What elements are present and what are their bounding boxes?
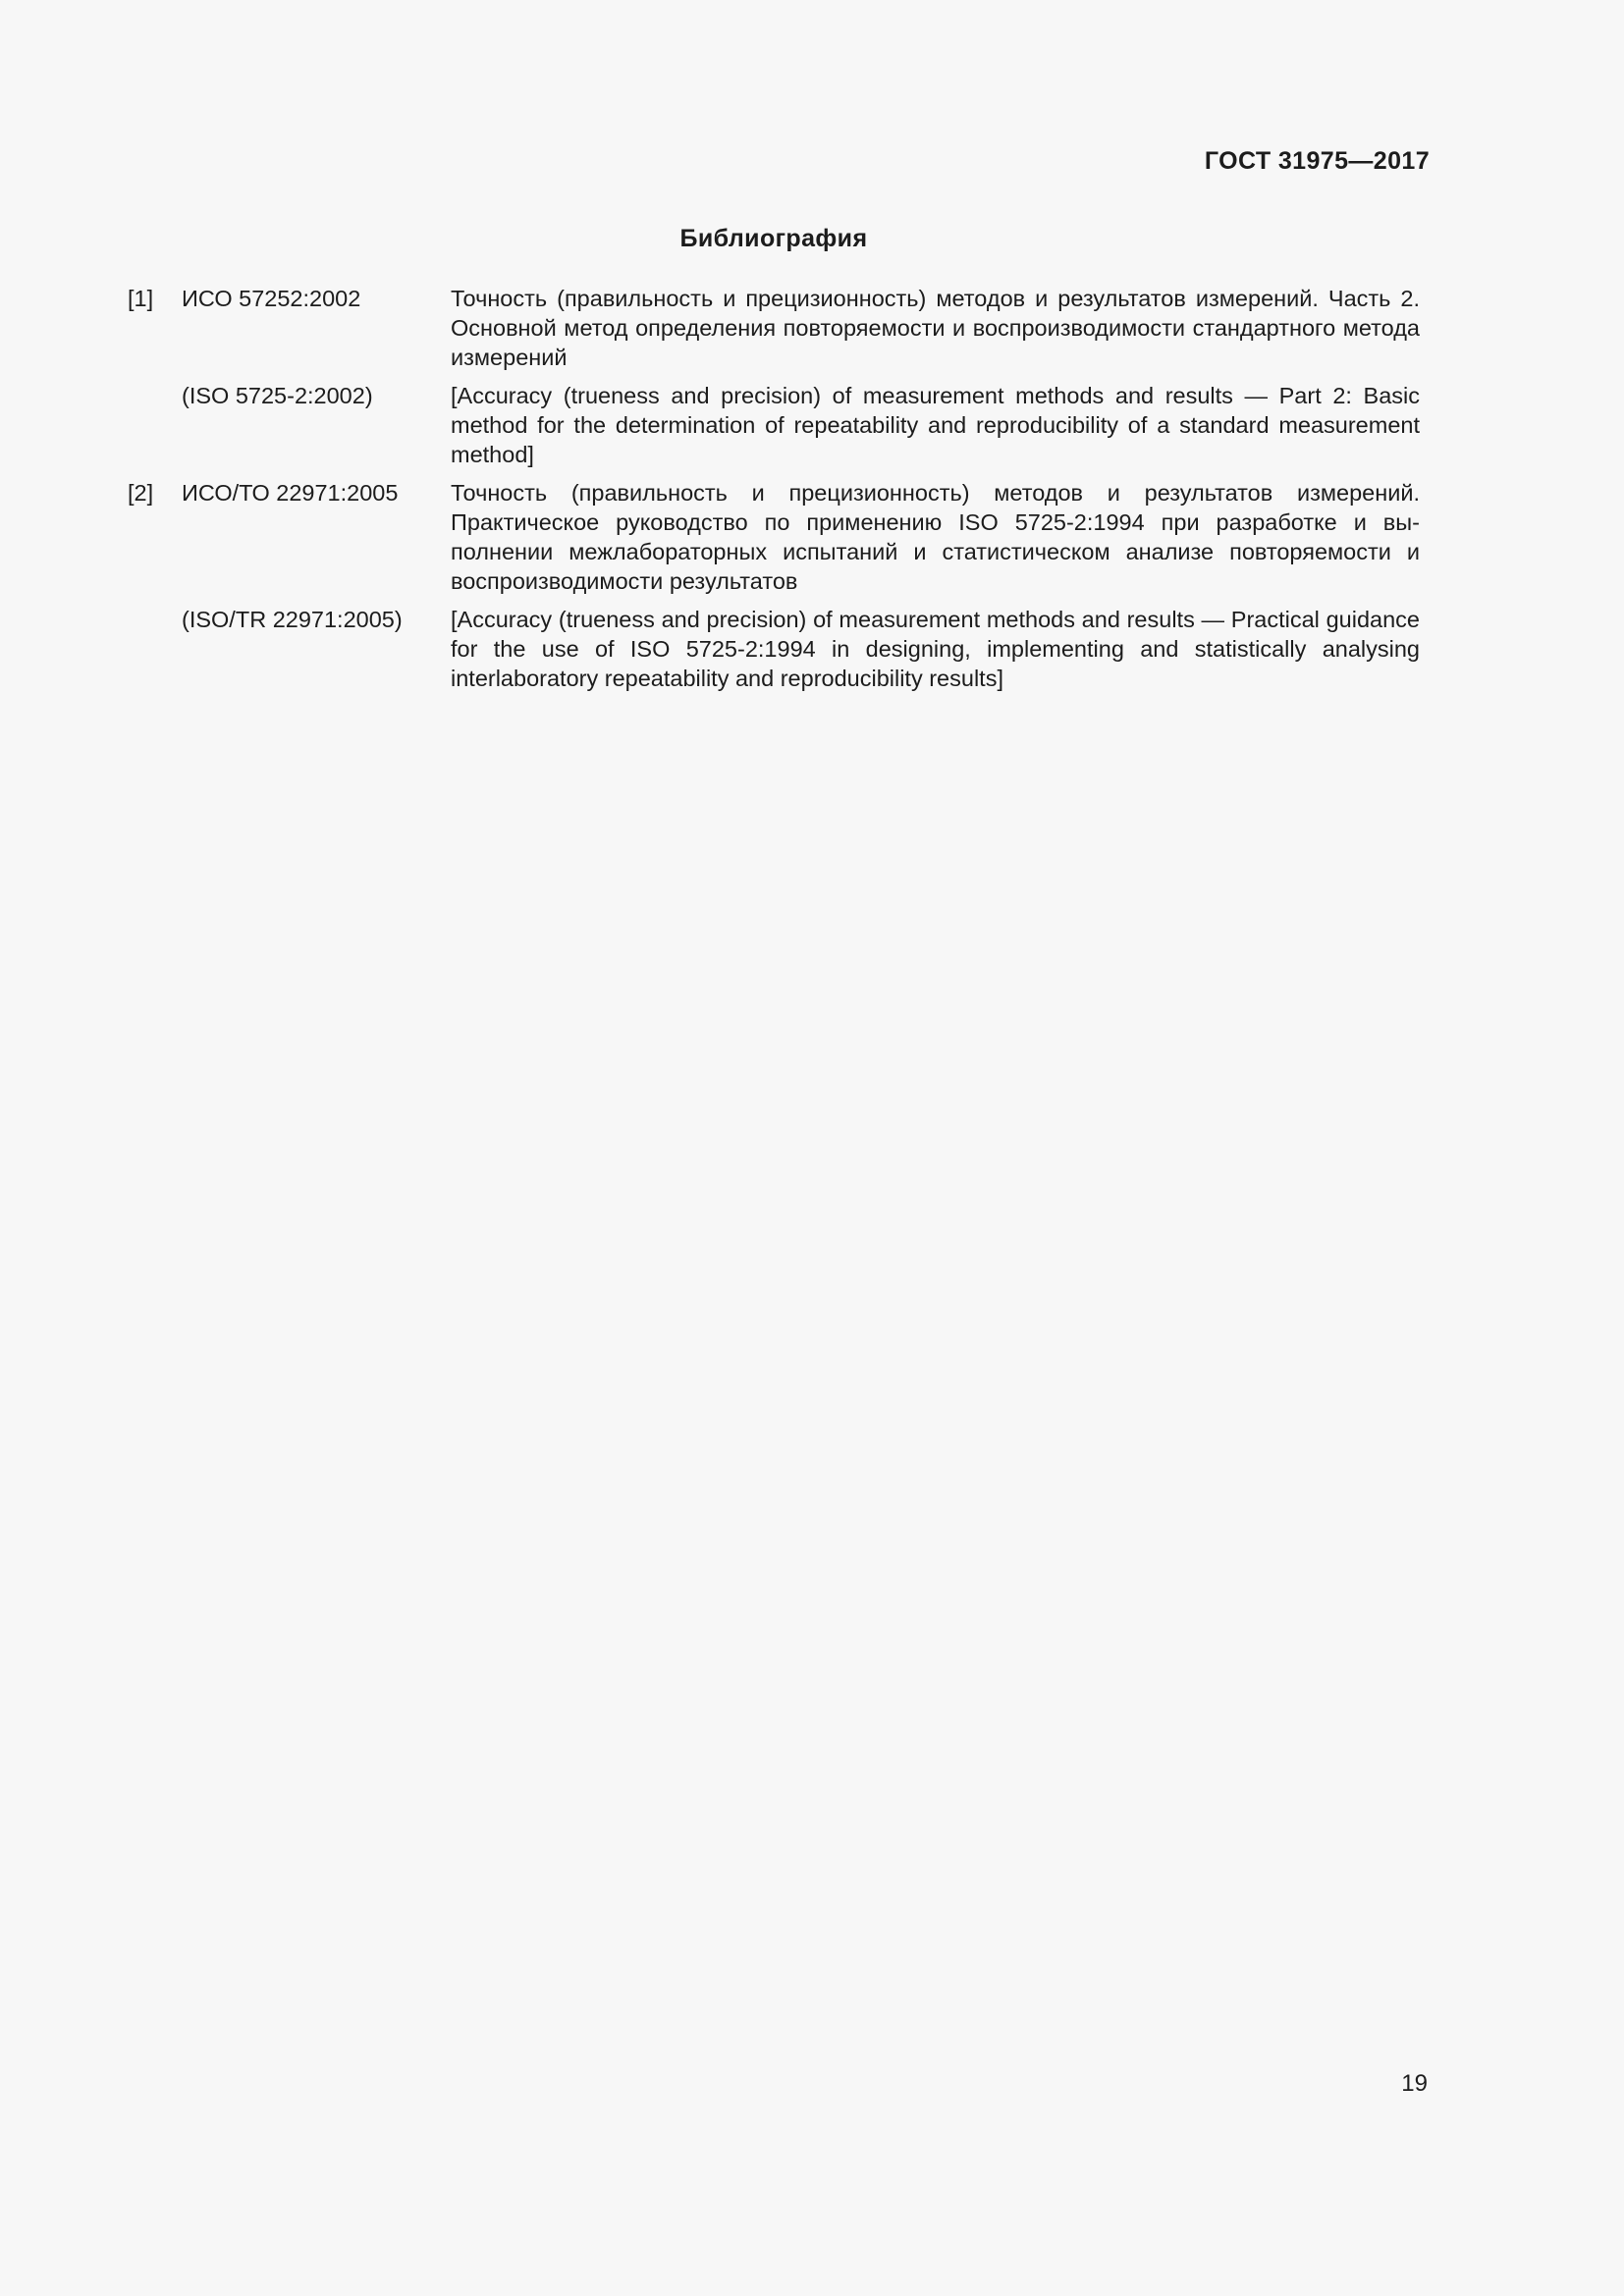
bibliography-entry-translation [128, 605, 1420, 693]
bibliography-entry [128, 478, 1420, 596]
document-header: ГОСТ 31975—2017 [1204, 147, 1430, 175]
page-number: 19 [1401, 2070, 1428, 2097]
reference-title: Точность (правильность и прецизионность) методов и результатов измерений. Часть 2. Основной метод определения повторяемости и воспроизводимости стандартного метода измерений [451, 286, 1420, 370]
reference-number: [1] [128, 286, 154, 311]
reference-title: Точность (правильность и прецизионность) методов и результатов измерений. Практическое руководство по применению ISO 5725-2:1994 при разработке и выполнении межлабораторных испытаний и статистическом анализе повторяемости и воспроизводимости результатов [451, 480, 1420, 594]
reference-original-title: [Accuracy (trueness and precision) of measurement methods and results — Practical guidance for the use of ISO 5725-2:1994 in designing, implementing and statistically analysing interlaboratory repeatability and reproducibility results] [451, 607, 1420, 691]
bibliography-entry [128, 284, 1420, 372]
bibliography-list [128, 284, 1420, 693]
reference-original-code: (ISO 5725-2:2002) [182, 383, 373, 408]
reference-code: ИСО/ТО 22971:2005 [182, 480, 399, 506]
section-title: Библиография [679, 225, 868, 252]
reference-original-code: (ISO/TR 22971:2005) [182, 607, 403, 632]
reference-code: ИСО 57252:2002 [182, 286, 361, 311]
reference-original-title: [Accuracy (trueness and precision) of measurement methods and results — Part 2: Basic method for the determination of repeatability and reproducibility of a standard measurement method] [451, 383, 1420, 467]
reference-number: [2] [128, 480, 154, 506]
bibliography-entry-translation [128, 381, 1420, 469]
